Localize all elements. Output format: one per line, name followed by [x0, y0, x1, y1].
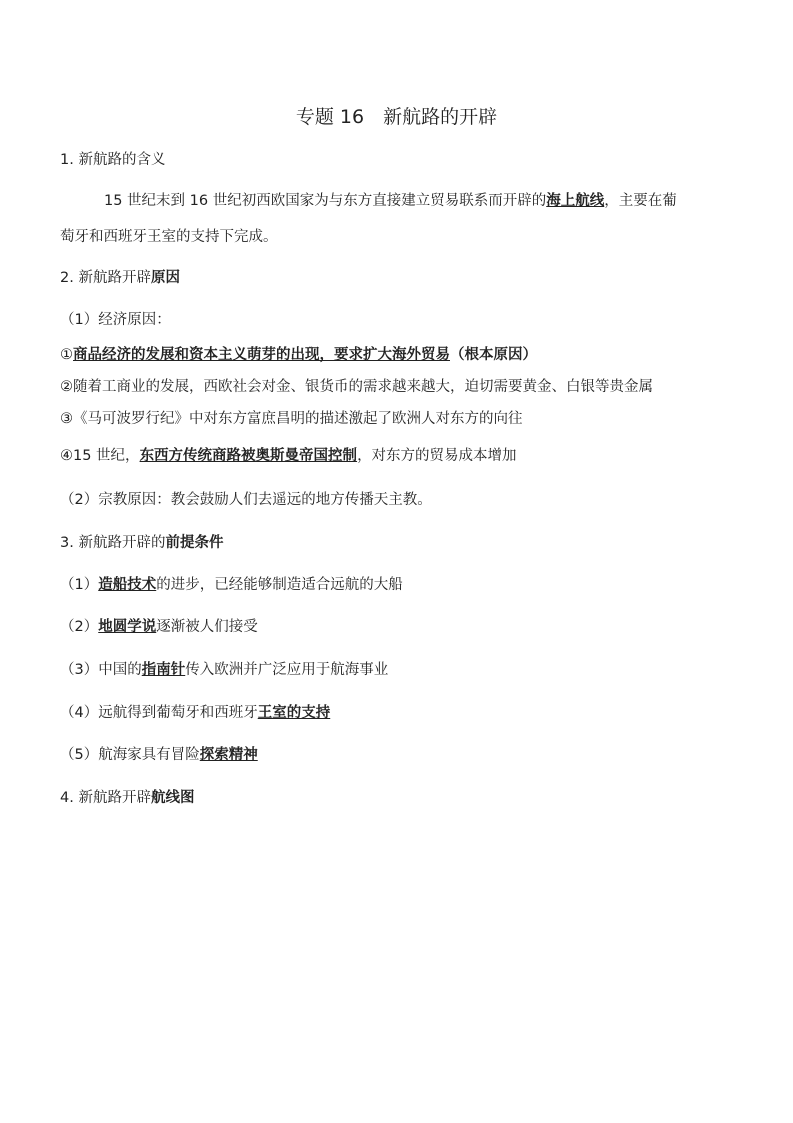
emphasis-term: 原因 — [150, 270, 180, 286]
text-run: （2） — [60, 619, 99, 635]
condition-item-4 — [60, 703, 330, 723]
economic-reason-item-2: ②随着工商业的发展，西欧社会对金、银货币的需求越来越大，迫切需要黄金、白银等贵金属 — [60, 379, 653, 395]
section-3-heading — [60, 533, 223, 553]
section-1-paragraph-line-1 — [104, 191, 677, 211]
key-term: 探索精神 — [199, 747, 258, 763]
text-run: 15 世纪末到 16 世纪初西欧国家为与东方直接建立贸易联系而开辟的 — [104, 193, 547, 209]
emphasis-term: 前提条件 — [165, 535, 224, 551]
section-2-heading — [60, 268, 180, 288]
key-term: 东西方传统商路被奥斯曼帝国控制 — [139, 448, 358, 464]
page-title: 专题 16 新航路的开辟 — [295, 106, 498, 128]
text-run: 4. 新航路开辟 — [60, 790, 151, 806]
text-run: 的进步，已经能够制造适合远航的大船 — [156, 577, 403, 593]
key-term: 商品经济的发展和资本主义萌芽的出现，要求扩大海外贸易 — [73, 347, 450, 363]
emphasis-term: 航线图 — [150, 790, 195, 806]
key-term-sea-route: 海上航线 — [546, 193, 605, 209]
section-1-paragraph-line-2: 萄牙和西班牙王室的支持下完成。 — [60, 229, 278, 245]
religious-reason: （2）宗教原因：教会鼓励人们去遥远的地方传播天主教。 — [60, 492, 432, 508]
text-run: 3. 新航路开辟的 — [60, 535, 166, 551]
key-term: 造船技术 — [98, 577, 157, 593]
condition-item-2 — [60, 617, 258, 637]
section-4-heading — [60, 788, 194, 808]
key-term: 王室的支持 — [257, 705, 331, 721]
text-run: ，主要在葡 — [604, 193, 677, 209]
text-run: ，对东方的贸易成本增加 — [357, 448, 517, 464]
key-term: 地圆学说 — [98, 619, 157, 635]
key-term: 指南针 — [141, 662, 186, 678]
economic-reasons-heading: （1）经济原因： — [60, 312, 171, 328]
text-run: （5）航海家具有冒险 — [60, 747, 200, 763]
text-run: ④15 世纪， — [60, 448, 140, 464]
section-1-heading: 1. 新航路的含义 — [60, 152, 166, 168]
text-run: ① — [60, 347, 73, 363]
condition-item-1 — [60, 575, 403, 595]
text-run: （3）中国的 — [60, 662, 142, 678]
emphasis-term: （根本原因） — [450, 347, 537, 363]
condition-item-3 — [60, 660, 388, 680]
economic-reason-item-1 — [60, 345, 537, 365]
text-run: （1） — [60, 577, 99, 593]
text-run: 逐渐被人们接受 — [156, 619, 258, 635]
condition-item-5 — [60, 745, 258, 765]
economic-reason-item-4 — [60, 446, 517, 466]
text-run: 2. 新航路开辟 — [60, 270, 151, 286]
text-run: 传入欧洲并广泛应用于航海事业 — [185, 662, 389, 678]
economic-reason-item-3: ③《马可波罗行纪》中对东方富庶昌明的描述激起了欧洲人对东方的向往 — [60, 411, 523, 427]
text-run: （4）远航得到葡萄牙和西班牙 — [60, 705, 258, 721]
